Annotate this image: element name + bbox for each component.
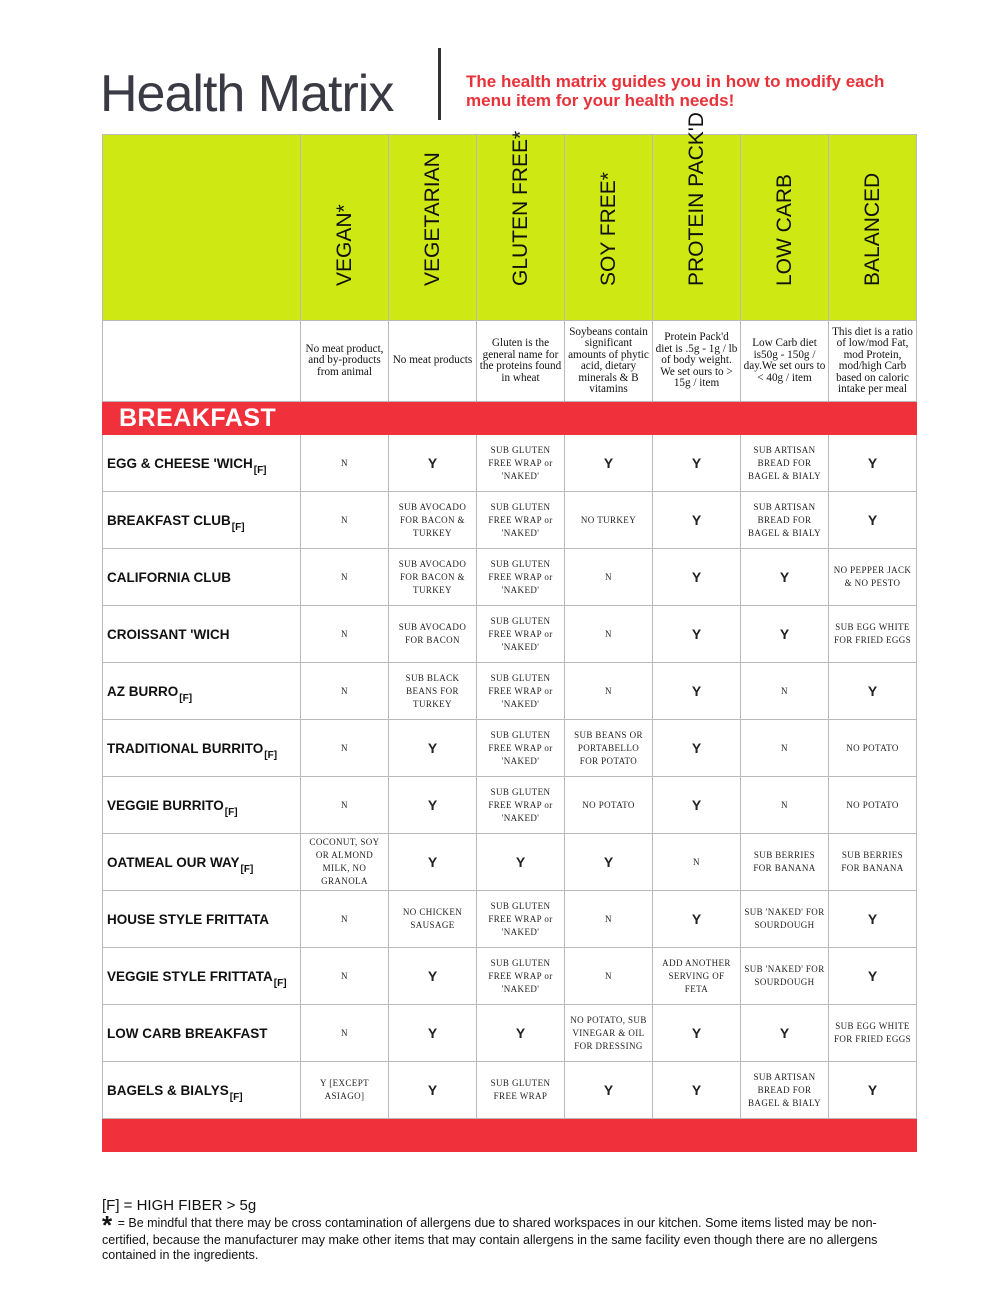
matrix-cell: N [301,492,389,549]
health-matrix-table [102,112,917,1152]
menu-item-cell [103,549,301,606]
table-row [103,834,917,891]
diet-header-balanced [829,135,917,321]
matrix-cell: Y [565,1062,653,1119]
menu-item-cell [103,1005,301,1062]
menu-item-cell [103,435,301,492]
high-fiber-badge: [F] [231,521,245,533]
matrix-cell: NO POTATO, SUB VINEGAR & OIL FOR DRESSING [565,1005,653,1062]
matrix-cell: NO TURKEY [565,492,653,549]
high-fiber-badge: [F] [179,692,193,704]
matrix-cell: N [301,948,389,1005]
matrix-cell: Y [829,492,917,549]
matrix-cell: N [565,948,653,1005]
diet-header-vegetarian [389,135,477,321]
matrix-cell: N [565,606,653,663]
menu-item-name: OATMEAL OUR WAY [107,854,240,870]
matrix-cell: Y [741,549,829,606]
matrix-cell: Y [477,1005,565,1062]
diet-header-protein-packd [653,112,741,321]
title-divider [438,48,441,120]
matrix-cell: Y [829,1062,917,1119]
menu-item-cell [103,720,301,777]
matrix-cell: N [741,663,829,720]
matrix-cell: Y [653,606,741,663]
matrix-cell: SUB AVOCADO FOR BACON & TURKEY [389,549,477,606]
matrix-cell: Y [653,435,741,492]
asterisk-icon: * [102,1210,113,1240]
footer-bar-cell [103,1119,917,1152]
matrix-cell: N [301,720,389,777]
matrix-cell: N [653,834,741,891]
diet-header-low-carb [741,135,829,321]
matrix-cell: SUB BLACK BEANS FOR TURKEY [389,663,477,720]
matrix-cell: SUB GLUTEN FREE WRAP or 'NAKED' [477,435,565,492]
matrix-cell: Y [653,1005,741,1062]
matrix-cell: N [565,549,653,606]
matrix-cell: SUB GLUTEN FREE WRAP or 'NAKED' [477,606,565,663]
matrix-cell: SUB BERRIES FOR BANANA [741,834,829,891]
table-footer-bar [103,1119,917,1152]
legend [102,1197,922,1263]
menu-item-name: TRADITIONAL BURRITO [107,740,264,756]
high-fiber-note: [F] = HIGH FIBER > 5g [102,1197,257,1214]
matrix-cell: Y [477,834,565,891]
table-row [103,606,917,663]
diet-label: VEGAN* [332,204,356,286]
matrix-cell: SUB EGG WHITE FOR FRIED EGGS [829,1005,917,1062]
menu-item-cell [103,606,301,663]
matrix-cell: SUB BERRIES FOR BANANA [829,834,917,891]
matrix-cell: Y [389,777,477,834]
desc-corner-cell [103,321,301,402]
menu-item-cell [103,834,301,891]
matrix-cell: Y [829,891,917,948]
matrix-cell: Y [389,834,477,891]
matrix-cell: Y [829,948,917,1005]
matrix-cell: Y [653,663,741,720]
table-row [103,1005,917,1062]
matrix-cell: SUB GLUTEN FREE WRAP or 'NAKED' [477,663,565,720]
matrix-cell: N [301,891,389,948]
matrix-cell: SUB 'NAKED' FOR SOURDOUGH [741,948,829,1005]
matrix-cell: SUB GLUTEN FREE WRAP [477,1062,565,1119]
menu-item-name: HOUSE STYLE FRITTATA [107,911,269,927]
allergen-note-text: = Be mindful that there may be cross contamination of allergens due to shared workspaces in our kitchen. Some items listed may be non-certified, because the manufacturer may make other items that may contain allergens in the same facility even though there are no allergens contained in the ingredients. [102,1216,878,1262]
matrix-cell: COCONUT, SOY OR ALMOND MILK, NO GRANOLA [301,834,389,891]
table-row [103,948,917,1005]
matrix-cell: SUB GLUTEN FREE WRAP or 'NAKED' [477,777,565,834]
menu-item-cell [103,948,301,1005]
menu-item-cell [103,492,301,549]
diet-label: BALANCED [860,172,884,286]
matrix-cell: SUB GLUTEN FREE WRAP or 'NAKED' [477,948,565,1005]
matrix-cell: SUB EGG WHITE FOR FRIED EGGS [829,606,917,663]
diet-header-gluten-free [477,130,565,321]
matrix-cell: N [565,663,653,720]
matrix-cell: SUB GLUTEN FREE WRAP or 'NAKED' [477,891,565,948]
matrix-cell: N [301,435,389,492]
diet-description: Soybeans contain significant amounts of phytic acid, dietary minerals & B vitamins [565,321,653,402]
matrix-cell: ADD ANOTHER SERVING OF FETA [653,948,741,1005]
matrix-cell: Y [389,1062,477,1119]
matrix-cell: Y [741,1005,829,1062]
menu-item-name: CALIFORNIA CLUB [107,569,231,585]
matrix-cell: SUB AVOCADO FOR BACON & TURKEY [389,492,477,549]
matrix-cell: Y [EXCEPT ASIAGO] [301,1062,389,1119]
menu-item-name: VEGGIE BURRITO [107,797,224,813]
diet-description-row [103,321,917,402]
menu-item-name: CROISSANT 'WICH [107,626,230,642]
diet-label: LOW CARB [772,173,796,286]
high-fiber-badge: [F] [264,749,278,761]
matrix-cell: Y [653,549,741,606]
matrix-cell: SUB BEANS OR PORTABELLO FOR POTATO [565,720,653,777]
diet-label: PROTEIN PACK'D [684,112,708,286]
matrix-cell: SUB ARTISAN BREAD FOR BAGEL & BIALY [741,1062,829,1119]
matrix-cell: N [741,720,829,777]
matrix-cell: N [301,606,389,663]
matrix-cell: SUB ARTISAN BREAD FOR BAGEL & BIALY [741,435,829,492]
matrix-cell: N [565,891,653,948]
matrix-cell: SUB GLUTEN FREE WRAP or 'NAKED' [477,492,565,549]
page-title: Health Matrix [100,65,394,123]
matrix-cell: Y [389,1005,477,1062]
matrix-cell: NO POTATO [565,777,653,834]
diet-description: No meat product, and by-products from animal [301,321,389,402]
menu-item-rows [103,435,917,1119]
matrix-cell: N [301,777,389,834]
allergen-note [102,1210,922,1263]
table-row [103,435,917,492]
matrix-cell: Y [389,948,477,1005]
matrix-cell: Y [653,1062,741,1119]
table-row [103,492,917,549]
table-row [103,1062,917,1119]
high-fiber-badge: [F] [273,977,287,989]
matrix-cell: SUB GLUTEN FREE WRAP or 'NAKED' [477,720,565,777]
matrix-cell: Y [741,606,829,663]
menu-item-name: EGG & CHEESE 'WICH [107,455,253,471]
menu-item-cell [103,663,301,720]
matrix-cell: NO POTATO [829,720,917,777]
diet-description: Protein Pack'd diet is .5g - 1g / lb of body weight. We set ours to > 15g / item [653,321,741,402]
matrix-cell: Y [653,720,741,777]
menu-item-name: BAGELS & BIALYS [107,1082,229,1098]
matrix-cell: Y [653,891,741,948]
section-label: BREAKFAST [119,403,277,432]
high-fiber-badge: [F] [240,863,254,875]
matrix-cell: Y [565,834,653,891]
matrix-cell: N [301,549,389,606]
matrix-cell: Y [389,720,477,777]
table-row [103,777,917,834]
diet-description: This diet is a ratio of low/mod Fat, mod Protein, mod/high Carb based on caloric intake per meal [829,321,917,402]
high-fiber-badge: [F] [224,806,238,818]
diet-label: SOY FREE* [596,172,620,286]
menu-item-name: BREAKFAST CLUB [107,512,231,528]
matrix-cell: Y [829,663,917,720]
matrix-cell: NO CHICKEN SAUSAGE [389,891,477,948]
matrix-cell: Y [653,777,741,834]
matrix-cell: SUB GLUTEN FREE WRAP or 'NAKED' [477,549,565,606]
table-row [103,720,917,777]
high-fiber-badge: [F] [229,1091,243,1103]
matrix-cell: N [301,1005,389,1062]
corner-cell [103,135,301,321]
diet-label: GLUTEN FREE* [508,130,532,286]
page-subtitle: The health matrix guides you in how to modify each menu item for your health needs! [466,72,885,110]
page-header [100,46,920,126]
menu-item-name: AZ BURRO [107,683,179,699]
diet-description: Gluten is the general name for the proteins found in wheat [477,321,565,402]
diet-header-row [103,135,917,321]
table-row [103,663,917,720]
diet-description: Low Carb diet is50g - 150g / day.We set ours to < 40g / item [741,321,829,402]
matrix-cell: N [301,663,389,720]
diet-description: No meat products [389,321,477,402]
matrix-cell: Y [389,435,477,492]
matrix-cell: SUB ARTISAN BREAD FOR BAGEL & BIALY [741,492,829,549]
diet-label: VEGETARIAN [420,152,444,286]
matrix-cell: NO POTATO [829,777,917,834]
section-cell [103,402,917,435]
diet-header-soy-free [565,135,653,321]
matrix-cell: N [741,777,829,834]
matrix-cell: Y [829,435,917,492]
section-header-breakfast [103,402,917,435]
menu-item-cell [103,891,301,948]
menu-item-cell [103,777,301,834]
table-row [103,891,917,948]
table-row [103,549,917,606]
menu-item-name: LOW CARB BREAKFAST [107,1025,268,1041]
matrix-cell: SUB 'NAKED' FOR SOURDOUGH [741,891,829,948]
matrix-cell: Y [653,492,741,549]
diet-header-vegan [301,135,389,321]
menu-item-name: VEGGIE STYLE FRITTATA [107,968,273,984]
matrix-cell: SUB AVOCADO FOR BACON [389,606,477,663]
high-fiber-badge: [F] [253,464,267,476]
matrix-cell: Y [565,435,653,492]
matrix-cell: NO PEPPER JACK & NO PESTO [829,549,917,606]
menu-item-cell [103,1062,301,1119]
